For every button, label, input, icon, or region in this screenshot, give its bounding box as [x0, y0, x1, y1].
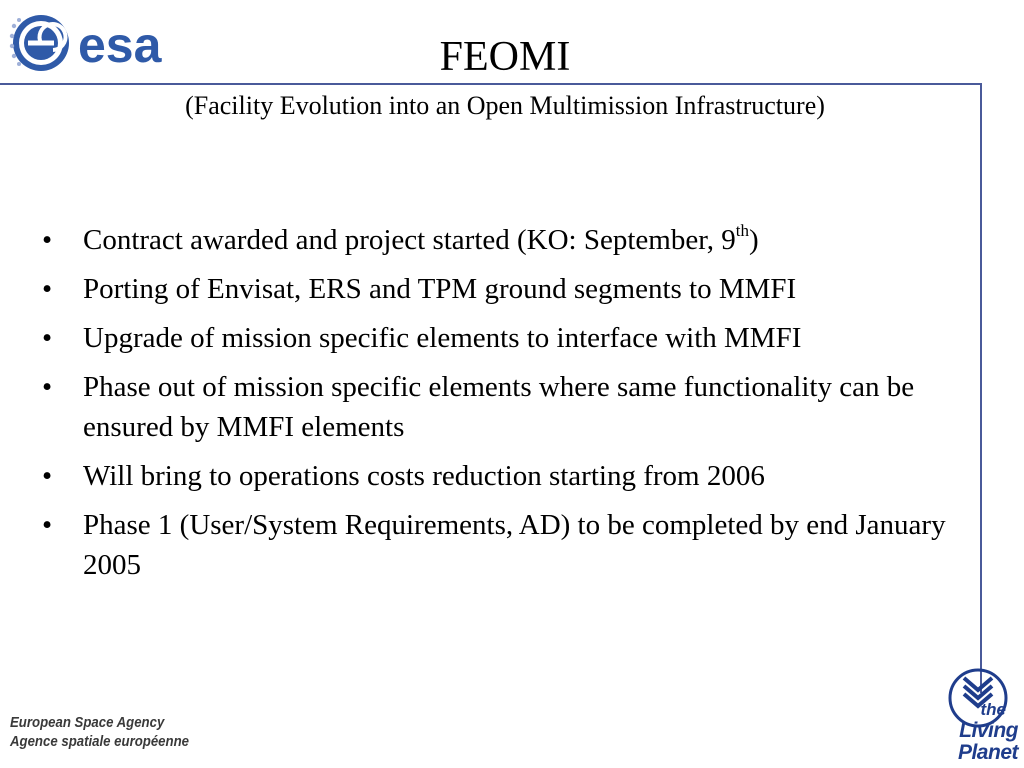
bullet-dot: •	[42, 273, 53, 305]
agency-name	[10, 713, 189, 751]
bullet-item	[40, 367, 970, 447]
bullet-dot: •	[42, 371, 53, 403]
bullet-dot: •	[42, 322, 53, 354]
bullet-text-tail: )	[748, 224, 759, 256]
frame-top-line	[0, 83, 982, 85]
living-planet-logo	[900, 668, 1018, 764]
bullet-item	[40, 269, 970, 309]
frame-right-line	[980, 83, 982, 693]
bullet-item	[40, 318, 970, 358]
bullet-text: Phase out of mission specific elements where same functionality can be ensured by MMFI elements	[83, 371, 915, 443]
bullet-text: Porting of Envisat, ERS and TPM ground segments to MMFI	[83, 273, 797, 305]
bullet-text: Upgrade of mission specific elements to interface with MMFI	[83, 322, 802, 354]
living-planet-the: the	[980, 700, 1006, 719]
slide-title: FEOMI	[439, 34, 571, 80]
bullet-list	[40, 220, 970, 594]
bullet-item	[40, 456, 970, 496]
bullet-item	[40, 505, 970, 585]
bullet-text: Will bring to operations costs reduction starting from 2006	[83, 460, 765, 492]
bullet-dot: •	[42, 460, 53, 492]
bullet-superscript: th	[735, 221, 749, 241]
agency-name-fr: Agence spatiale européenne	[10, 733, 189, 750]
bullet-dot: •	[42, 509, 53, 541]
slide-subtitle: (Facility Evolution into an Open Multimission Infrastructure)	[185, 91, 825, 120]
bullet-dot: •	[42, 224, 53, 256]
living-planet-text: Living Planet	[957, 719, 1018, 764]
agency-name-en: European Space Agency	[10, 714, 165, 731]
bullet-text: Contract awarded and project started (KO: September, 9	[83, 224, 736, 256]
bullet-text: Phase 1 (User/System Requirements, AD) to be completed by end January 2005	[83, 509, 946, 581]
bullet-item	[40, 220, 970, 260]
esa-logo-text: esa	[78, 17, 162, 73]
